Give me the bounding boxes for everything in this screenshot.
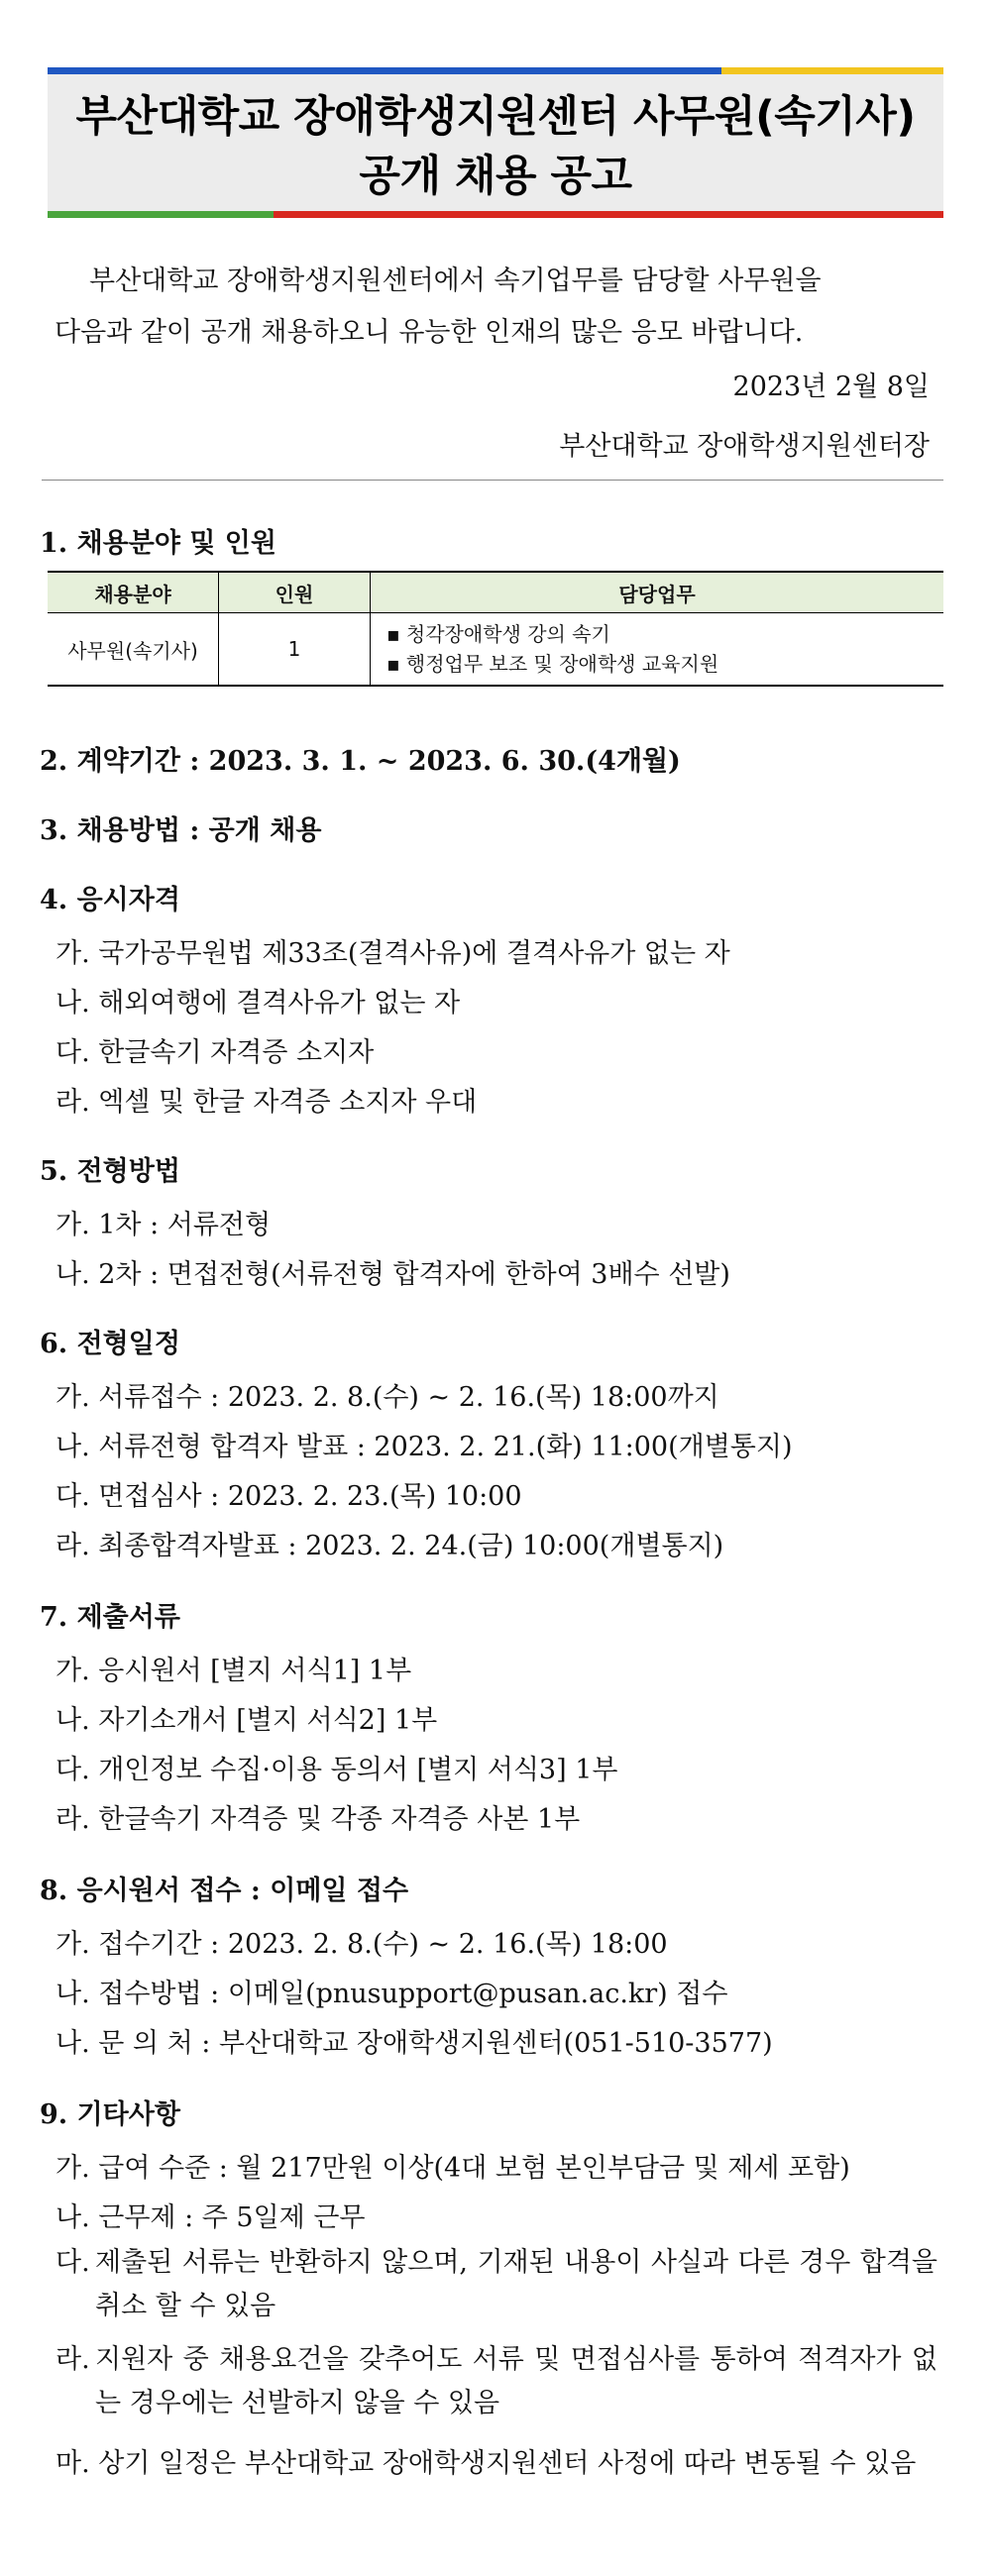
list-item: 나. 자기소개서 [별지 서식2] 1부 (55, 1705, 438, 1736)
table-header-field: 채용분야 (48, 572, 219, 613)
section-9-heading: 9. 기타사항 (40, 2099, 180, 2130)
list-item: 나. 근무제 : 주 5일제 근무 (55, 2202, 366, 2233)
list-item (55, 2338, 937, 2425)
section-4-heading: 4. 응시자격 (40, 885, 180, 915)
section-5-heading: 5. 전형방법 (40, 1156, 180, 1187)
table-row (48, 613, 943, 687)
list-item-text: 지원자 중 채용요건을 갖추어도 서류 및 면접심사를 통하여 적격자가 없는 경우에는 선발하지 않을 수 있음 (95, 2344, 937, 2418)
banner-bottom-stripe-green (48, 211, 274, 218)
intro-line2: 다음과 같이 공개 채용하오니 유능한 인재의 많은 응모 바랍니다. (55, 317, 804, 348)
section-3-heading: 3. 채용방법 : 공개 채용 (40, 815, 322, 846)
list-item: 나. 서류전형 합격자 발표 : 2023. 2. 21.(화) 11:00(개별통지) (55, 1432, 793, 1462)
section-7-heading: 7. 제출서류 (40, 1602, 180, 1633)
table-header-duties: 담당업무 (371, 572, 944, 613)
section-6-heading: 6. 전형일정 (40, 1329, 180, 1359)
list-item: 나. 해외여행에 결격사유가 없는 자 (55, 988, 461, 1019)
list-item: 라. 엑셀 및 한글 자격증 소지자 우대 (55, 1087, 478, 1118)
table-header-count: 인원 (219, 572, 371, 613)
table-cell-count: 1 (219, 613, 371, 687)
banner-bottom-stripe-red (274, 211, 943, 218)
list-item: 라. 최종합격자발표 : 2023. 2. 24.(금) 10:00(개별통지) (55, 1531, 724, 1561)
recruitment-table (48, 571, 943, 687)
list-item: 가. 서류접수 : 2023. 2. 8.(수) ~ 2. 16.(목) 18:00까지 (55, 1382, 719, 1413)
intro-paragraph (55, 256, 936, 359)
section-2-heading: 2. 계약기간 : 2023. 3. 1. ~ 2023. 6. 30.(4개월) (40, 746, 681, 777)
notice-date: 2023년 2월 8일 (732, 372, 930, 402)
section-8-heading: 8. 응시원서 접수 : 이메일 접수 (40, 1876, 409, 1906)
section-1-heading: 1. 채용분야 및 인원 (40, 528, 276, 559)
list-item: 다. 한글속기 자격증 소지자 (55, 1037, 375, 1068)
banner-top-stripe-blue (48, 67, 721, 74)
list-item: 나. 2차 : 면접전형(서류전형 합격자에 한하여 3배수 선발) (55, 1259, 730, 1290)
list-item: 가. 국가공무원법 제33조(결격사유)에 결격사유가 없는 자 (55, 938, 730, 969)
list-item: 다. 개인정보 수집·이용 동의서 [별지 서식3] 1부 (55, 1755, 618, 1785)
list-item-marker: 라. (55, 2344, 90, 2375)
list-item: 가. 응시원서 [별지 서식1] 1부 (55, 1656, 412, 1686)
list-item: 라. 한글속기 자격증 및 각종 자격증 사본 1부 (55, 1804, 581, 1835)
list-item: 가. 접수기간 : 2023. 2. 8.(수) ~ 2. 16.(목) 18:00 (55, 1929, 668, 1960)
duty-item: ▪ 청각장애학생 강의 속기 (386, 622, 610, 646)
list-item-marker: 다. (55, 2247, 90, 2278)
list-item: 나. 문 의 처 : 부산대학교 장애학생지원센터(051-510-3577) (55, 2028, 773, 2059)
duty-item: ▪ 행정업무 보조 및 장애학생 교육지원 (386, 652, 719, 676)
table-cell-duties (371, 613, 944, 687)
intro-line1: 부산대학교 장애학생지원센터에서 속기업무를 담당할 사무원을 (89, 266, 822, 296)
table-header-row (48, 572, 943, 613)
list-item-text: 제출된 서류는 반환하지 않으며, 기재된 내용이 사실과 다른 경우 합격을 취소 할 수 있음 (95, 2247, 937, 2321)
banner-top-stripe-yellow (721, 67, 943, 74)
list-item (55, 2241, 937, 2328)
divider (42, 480, 943, 481)
list-item: 가. 1차 : 서류전형 (55, 1210, 272, 1240)
list-item: 가. 급여 수준 : 월 217만원 이상(4대 보험 본인부담금 및 제세 포함) (55, 2153, 850, 2184)
list-item: 나. 접수방법 : 이메일(pnusupport@pusan.ac.kr) 접수 (55, 1979, 728, 2009)
list-item: 마. 상기 일정은 부산대학교 장애학생지원센터 사정에 따라 변동될 수 있음 (55, 2448, 917, 2479)
page-title-line1: 부산대학교 장애학생지원센터 사무원(속기사) (75, 92, 916, 142)
issuing-organization: 부산대학교 장애학생지원센터장 (559, 431, 930, 462)
list-item: 다. 면접심사 : 2023. 2. 23.(목) 10:00 (55, 1481, 522, 1512)
table-cell-field: 사무원(속기사) (48, 613, 219, 687)
page-title-line2: 공개 채용 공고 (359, 152, 632, 201)
